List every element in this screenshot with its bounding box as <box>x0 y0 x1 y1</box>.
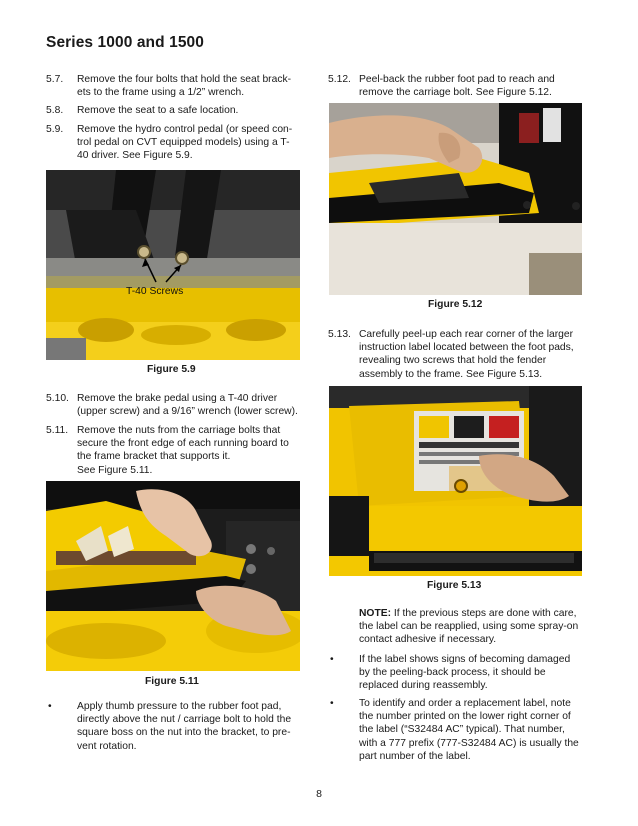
figure-5-13-caption: Figure 5.13 <box>427 580 482 591</box>
figure-5-9-caption: Figure 5.9 <box>147 364 196 375</box>
bullet-symbol: • <box>330 654 334 665</box>
step-5-13 <box>328 328 598 384</box>
step-5-8 <box>46 104 316 120</box>
step-text-line: trol pedal on CVT equipped models) using a T- <box>77 137 290 149</box>
page-title: Series 1000 and 1500 <box>46 34 204 51</box>
step-text-line: assembly to the frame. See Figure 5.13. <box>359 368 543 380</box>
figure-5-12-caption: Figure 5.12 <box>428 299 483 310</box>
figure-5-12-photo <box>329 103 582 295</box>
bullet-replacement-label <box>328 697 598 767</box>
step-text-line: 40 driver. See Figure 5.9. <box>77 150 193 162</box>
callout-label: T-40 Screws <box>126 286 184 297</box>
step-text-line: Remove the seat to a safe location. <box>77 105 239 116</box>
figure-5-9-photo <box>46 170 300 360</box>
bullet-text-line: the number printed on the lower right corner of <box>359 711 571 723</box>
bullet-text-line: To identify and order a replacement label, note <box>359 698 571 709</box>
bullet-text-line: with a 777 prefix (777-S32484 AC) is usually the <box>359 737 579 749</box>
page-number: 8 <box>316 788 322 800</box>
note-text-line: the label can be reapplied, using some spray-on <box>359 621 579 633</box>
bullet-label-damaged <box>328 653 598 697</box>
step-text-line: (upper screw) and a 9/16” wrench (lower screw). <box>77 406 298 418</box>
step-5-7 <box>46 73 316 103</box>
bullet-text-line: the label (“S32484 AC” typical). That number, <box>359 724 565 736</box>
step-number: 5.8. <box>46 105 64 116</box>
bullet-text-line: replaced during reassembly. <box>359 680 488 692</box>
step-5-11 <box>46 424 321 480</box>
step-number: 5.9. <box>46 124 64 135</box>
note-block <box>359 607 599 651</box>
figure-5-11-caption: Figure 5.11 <box>145 676 199 687</box>
step-text-line: the frame bracket that supports it. <box>77 451 231 463</box>
step-text-line: instruction label located between the foot pads, <box>359 342 574 354</box>
step-text-line: Remove the hydro control pedal (or speed con- <box>77 124 293 135</box>
figure-5-13-photo <box>329 386 582 576</box>
bullet-text-line: If the label shows signs of becoming damaged <box>359 654 571 665</box>
step-text-line: Remove the four bolts that hold the seat brack- <box>77 74 292 85</box>
bullet-symbol: • <box>330 698 334 709</box>
bullet-symbol: • <box>48 701 52 712</box>
step-text-line: Remove the brake pedal using a T-40 driver <box>77 393 278 404</box>
step-text-line: remove the carriage bolt. See Figure 5.12. <box>359 87 552 99</box>
step-5-10 <box>46 392 321 422</box>
bullet-text-line: Apply thumb pressure to the rubber foot pad, <box>77 701 282 712</box>
bullet-thumb-pressure <box>46 700 321 756</box>
step-text-line: ets to the frame using a 1/2” wrench. <box>77 87 245 99</box>
step-number: 5.11. <box>46 425 69 436</box>
note-text: If the previous steps are done with care, <box>391 608 577 619</box>
step-5-9 <box>46 123 316 165</box>
bullet-text-line: directly above the nut / carriage bolt to hold the <box>77 714 292 726</box>
step-number: 5.10. <box>46 393 69 404</box>
step-text-line: revealing two screws that hold the fender <box>359 355 547 367</box>
step-text-line: See Figure 5.11. <box>77 464 153 476</box>
note-label: NOTE: <box>359 608 392 619</box>
step-number: 5.13. <box>328 329 351 340</box>
step-number: 5.12. <box>328 74 351 85</box>
figure-5-11-photo <box>46 481 300 671</box>
step-text-line: secure the front edge of each running board to <box>77 438 289 450</box>
step-number: 5.7. <box>46 74 64 85</box>
bullet-text-line: vent rotation. <box>77 740 137 752</box>
step-text-line: Carefully peel-up each rear corner of the larger <box>359 329 574 340</box>
note-text-line: contact adhesive if necessary. <box>359 634 497 646</box>
step-text-line: Peel-back the rubber foot pad to reach and <box>359 74 555 85</box>
bullet-text-line: by the peeling-back process, it should be <box>359 667 546 679</box>
step-5-12 <box>328 73 598 103</box>
step-text-line: Remove the nuts from the carriage bolts that <box>77 425 281 436</box>
bullet-text-line: part number of the label. <box>359 750 471 762</box>
bullet-text-line: square boss on the nut into the bracket, to pre- <box>77 727 291 739</box>
